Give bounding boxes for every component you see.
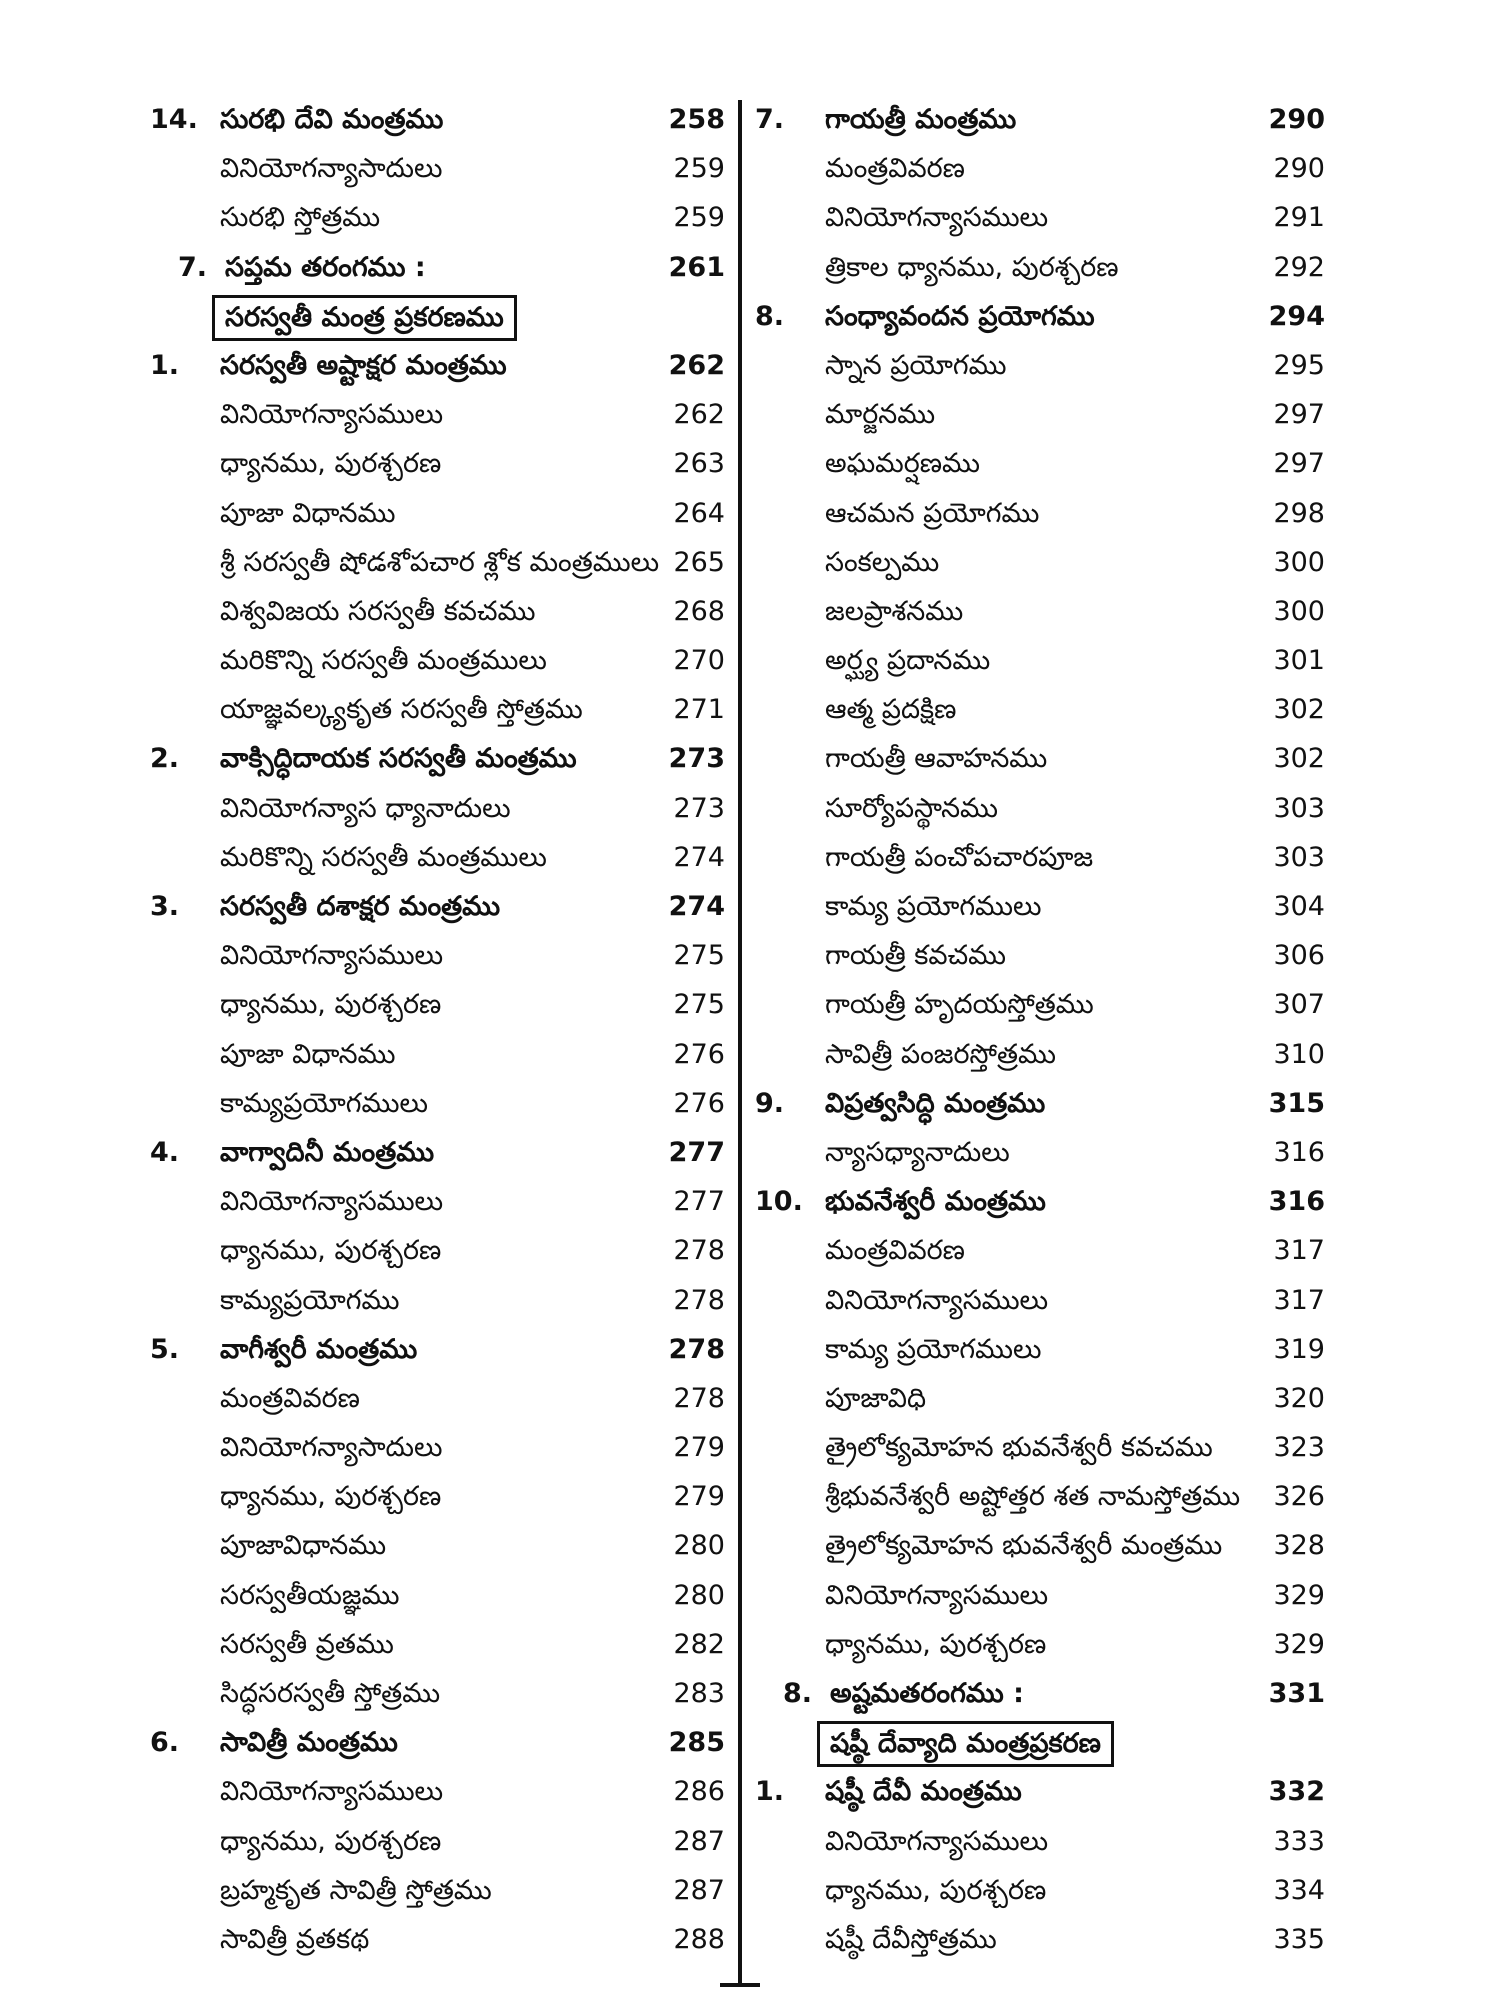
toc-entry-row [150,1423,725,1472]
entry-title: సరస్వతీ అష్టాక్షర మంత్రము [220,349,507,381]
page-number: 286 [673,1776,725,1808]
entry-number: 4. [150,1136,180,1168]
entry-number: 10. [755,1186,803,1218]
major-entry-row [150,734,725,783]
entry-title: గాయత్రీ పంచోపచారపూజ [825,841,1094,873]
entry-title: సప్తమ తరంగము : [225,251,426,283]
toc-entry-row [150,980,725,1029]
page-number: 277 [673,1186,725,1218]
entry-title: వినియోగన్యాసములు [825,202,1049,234]
page-number: 297 [1273,448,1325,480]
right-column [755,95,1325,1964]
toc-entry-row [755,1226,1325,1275]
page-number: 301 [1273,645,1325,677]
entry-title: షష్ఠీ దేవీస్తోత్రము [825,1923,997,1955]
entry-title: ఆత్మ ప్రదక్షిణ [825,694,957,726]
page-number: 287 [673,1874,725,1906]
page-number: 319 [1273,1333,1325,1365]
page-number: 295 [1273,349,1325,381]
entry-title: కామ్య ప్రయోగములు [825,1333,1042,1365]
page-number: 306 [1273,940,1325,972]
page-number: 275 [673,989,725,1021]
toc-entry-row [150,587,725,636]
toc-entry-row [755,1030,1325,1079]
entry-title: వినియోగన్యాసాదులు [220,1432,443,1464]
toc-entry-row [150,1079,725,1128]
entry-title: వినియోగన్యాసములు [825,1284,1049,1316]
entry-title: ధ్యానము, పురశ్చరణ [220,989,442,1021]
page-number: 273 [668,743,725,775]
entry-title: విశ్వవిజయ సరస్వతీ కవచము [220,595,536,627]
entry-title: సరస్వతీ వ్రతము [220,1628,394,1660]
toc-entry-row [755,1128,1325,1177]
toc-entry-row [150,489,725,538]
entry-title: సంధ్యావందన ప్రయోగము [825,300,1095,332]
page-number: 332 [1268,1776,1325,1808]
page-number: 292 [1273,251,1325,283]
entry-title: కామ్యప్రయోగము [220,1284,400,1316]
page-number: 323 [1273,1432,1325,1464]
entry-title: ఆచమన ప్రయోగము [825,497,1040,529]
page-number: 259 [673,153,725,185]
entry-title: వినియోగన్యాసములు [220,399,444,431]
entry-title: అష్టమతరంగము : [830,1678,1024,1709]
chapter-row [755,1669,1325,1718]
entry-title: కామ్యప్రయోగములు [220,1087,428,1119]
page-number: 329 [1273,1579,1325,1611]
toc-entry-row [150,1374,725,1423]
page-number: 300 [1273,595,1325,627]
page-number: 280 [673,1530,725,1562]
toc-entry-row [150,685,725,734]
page-number: 331 [1268,1678,1325,1709]
entry-title: వినియోగన్యాసములు [825,1825,1049,1857]
toc-entry-row [150,833,725,882]
toc-entry-row [755,734,1325,783]
toc-entry-row [755,1374,1325,1423]
entry-number: 9. [755,1087,785,1119]
page-number: 276 [673,1038,725,1070]
major-entry-row [150,882,725,931]
page-number: 328 [1273,1530,1325,1562]
major-entry-row [755,292,1325,341]
page-number: 302 [1273,743,1325,775]
entry-title: ధ్యానము, పురశ్చరణ [220,1481,442,1513]
page-number: 278 [673,1382,725,1414]
entry-title: ధ్యానము, పురశ్చరణ [220,1235,442,1267]
entry-title: షష్ఠీ దేవీ మంత్రము [825,1776,1022,1808]
toc-entry-row [755,833,1325,882]
toc-entry-row [755,538,1325,587]
toc-entry-row [150,636,725,685]
entry-title: మంత్రవివరణ [825,1235,965,1267]
entry-number: 1. [150,349,180,381]
toc-entry-row [755,1817,1325,1866]
page-number: 278 [673,1235,725,1267]
toc-entry-row [755,390,1325,439]
entry-title: వినియోగన్యాస ధ్యానాదులు [220,792,511,824]
entry-title: మరికొన్ని సరస్వతీ మంత్రములు [220,841,547,873]
entry-title: వాగ్వాదినీ మంత్రము [220,1136,435,1168]
page-number: 315 [1268,1087,1325,1119]
entry-title: పూజా విధానము [220,497,396,529]
entry-title: జలప్రాశనము [825,595,964,627]
entry-title: పూజావిధానము [220,1530,387,1562]
page-number: 283 [673,1678,725,1709]
page-number: 274 [668,891,725,922]
toc-entry-row [755,685,1325,734]
entry-title: విప్రత్వసిద్ధి మంత్రము [825,1087,1046,1119]
page-number: 274 [673,841,725,873]
entry-title: భువనేశ్వరీ మంత్రము [825,1186,1046,1218]
entry-title: సరస్వతీ దశాక్షర మంత్రము [220,891,501,922]
entry-title: త్రైలోక్యమోహన భువనేశ్వరీ కవచము [825,1432,1213,1464]
page-number: 278 [673,1284,725,1316]
page-number: 279 [673,1432,725,1464]
toc-entry-row [150,439,725,488]
page-number: 326 [1273,1481,1325,1513]
entry-number: 6. [150,1727,180,1759]
toc-entry-row [150,390,725,439]
entry-number: 1. [755,1776,785,1808]
entry-title: వినియోగన్యాసములు [220,1186,444,1218]
entry-number: 5. [150,1333,180,1365]
toc-entry-row [150,538,725,587]
toc-entry-row [150,1030,725,1079]
entry-title: సురభి స్తోత్రము [220,202,381,234]
entry-title: ధ్యానము, పురశ్చరణ [825,1628,1047,1660]
toc-entry-row [150,1915,725,1964]
entry-title: సురభి దేవి మంత్రము [220,104,444,135]
page-number: 261 [668,251,725,283]
page-number: 287 [673,1825,725,1857]
page-number: 290 [1273,153,1325,185]
page-number: 285 [668,1727,725,1759]
entry-title: మంత్రవివరణ [220,1382,360,1414]
toc-entry-row [755,1571,1325,1620]
entry-title: వాక్సిద్ధిదాయక సరస్వతీ మంత్రము [220,743,577,775]
entry-title: వినియోగన్యాసములు [220,940,444,972]
page-number: 265 [673,546,725,578]
page-number: 303 [1273,792,1325,824]
entry-title: సావిత్రీ వ్రతకథ [220,1923,370,1955]
toc-entry-row [150,1472,725,1521]
page-number: 271 [673,694,725,726]
entry-title: గాయత్రీ కవచము [825,940,1007,972]
entry-title: బ్రహ్మకృత సావిత్రీ స్తోత్రము [220,1874,492,1906]
major-entry-row [150,1128,725,1177]
entry-title: శ్రీ సరస్వతీ షోడశోపచార శ్లోక మంత్రములు [220,546,660,578]
entry-title: వినియోగన్యాసములు [220,1776,444,1808]
page-number: 294 [1268,300,1325,332]
toc-entry-row [150,1226,725,1275]
toc-entry-row [755,784,1325,833]
page-number: 297 [1273,399,1325,431]
major-entry-row [755,1767,1325,1816]
major-entry-row [150,341,725,390]
entry-title: వినియోగన్యాసములు [825,1579,1049,1611]
entry-number: 3. [150,891,180,922]
page-number: 275 [673,940,725,972]
page-number: 329 [1273,1628,1325,1660]
entry-title: పూజావిధి [825,1382,927,1414]
toc-entry-row [150,784,725,833]
entry-title: సూర్యోపస్థానము [825,792,998,824]
page-number: 262 [668,349,725,381]
page-number: 277 [668,1136,725,1168]
toc-entry-row [755,931,1325,980]
entry-title: పూజా విధానము [220,1038,396,1070]
entry-title: వాగీశ్వరీ మంత్రము [220,1333,418,1365]
chapter-row [150,243,725,292]
entry-number: 7. [178,251,208,283]
page-number: 279 [673,1481,725,1513]
toc-entry-row [150,931,725,980]
page-number: 304 [1273,891,1325,922]
major-entry-row [150,1718,725,1767]
page-number: 268 [673,595,725,627]
entry-title: అఘమర్షణము [825,448,980,480]
toc-entry-row [755,882,1325,931]
toc-entry-row [150,1521,725,1570]
page-number: 259 [673,202,725,234]
entry-title: సిద్ధసరస్వతీ స్తోత్రము [220,1678,441,1709]
left-column [150,95,725,1964]
toc-entry-row [755,1472,1325,1521]
major-entry-row [150,1325,725,1374]
toc-entry-row [755,1866,1325,1915]
page-number: 290 [1268,104,1325,135]
entry-title: మంత్రవివరణ [825,153,965,185]
entry-title: సంకల్పము [825,546,940,578]
page-number: 276 [673,1087,725,1119]
entry-title: ధ్యానము, పురశ్చరణ [220,1825,442,1857]
toc-entry-row [150,1571,725,1620]
page-number: 316 [1273,1136,1325,1168]
major-entry-row [755,1079,1325,1128]
toc-entry-row [150,1177,725,1226]
entry-title: గాయత్రీ హృదయస్తోత్రము [825,989,1094,1021]
page-number: 303 [1273,841,1325,873]
page-number: 273 [673,792,725,824]
section-heading-box [755,1718,1325,1767]
entry-number: 8. [755,300,785,332]
toc-entry-row [755,439,1325,488]
toc-entry-row [755,341,1325,390]
column-divider [738,100,742,1985]
page-number: 333 [1273,1825,1325,1857]
page-number: 317 [1273,1235,1325,1267]
page-number: 300 [1273,546,1325,578]
page-number: 258 [668,104,725,135]
page-number: 298 [1273,497,1325,529]
toc-entry-row [755,489,1325,538]
toc-entry-row [150,1276,725,1325]
major-entry-row [755,1177,1325,1226]
entry-number: 7. [755,104,785,135]
toc-entry-row [755,1325,1325,1374]
toc-entry-row [755,193,1325,242]
page-number: 263 [673,448,725,480]
entry-title: గాయత్రీ మంత్రము [825,104,1017,135]
entry-title: ధ్యానము, పురశ్చరణ [825,1874,1047,1906]
entry-title: సరస్వతీయజ్ఞము [220,1579,400,1611]
toc-entry-row [755,1915,1325,1964]
page-number: 282 [673,1628,725,1660]
page-number: 302 [1273,694,1325,726]
entry-title: గాయత్రీ ఆవాహనము [825,743,1048,775]
entry-number: 14. [150,104,198,135]
page-number: 334 [1273,1874,1325,1906]
toc-entry-row [150,1669,725,1718]
toc-entry-row [755,1620,1325,1669]
page-number: 291 [1273,202,1325,234]
entry-number: 8. [783,1678,813,1709]
page-number: 280 [673,1579,725,1611]
toc-entry-row [150,144,725,193]
entry-title: షష్ఠీ దేవ్యాది మంత్రప్రకరణ [817,1721,1114,1767]
page-number: 320 [1273,1382,1325,1414]
section-heading-box [150,292,725,341]
toc-entry-row [755,1423,1325,1472]
entry-title: యాజ్ఞవల్క్యకృత సరస్వతీ స్తోత్రము [220,694,583,726]
entry-title: శ్రీభువనేశ్వరీ అష్టోత్తర శత నామస్తోత్రము [825,1481,1241,1513]
entry-title: త్రైలోక్యమోహన భువనేశ్వరీ మంత్రము [825,1530,1223,1562]
entry-title: సావిత్రీ పంజరస్తోత్రము [825,1038,1056,1070]
entry-title: ధ్యానము, పురశ్చరణ [220,448,442,480]
entry-title: సావిత్రీ మంత్రము [220,1727,398,1759]
toc-entry-row [150,1817,725,1866]
entry-title: స్నాన ప్రయోగము [825,349,1007,381]
major-entry-row [755,95,1325,144]
entry-number: 2. [150,743,180,775]
page-number: 264 [673,497,725,529]
entry-title: అర్ఘ్య ప్రదానము [825,645,991,677]
toc-entry-row [150,1866,725,1915]
major-entry-row [150,95,725,144]
toc-entry-row [755,243,1325,292]
page-number: 317 [1273,1284,1325,1316]
page-number: 316 [1268,1186,1325,1218]
entry-title: సరస్వతీ మంత్ర ప్రకరణము [212,295,517,341]
entry-title: వినియోగన్యాసాదులు [220,153,443,185]
toc-entry-row [150,193,725,242]
entry-title: కామ్య ప్రయోగములు [825,891,1042,922]
page-number: 335 [1273,1923,1325,1955]
entry-title: మార్జనము [825,399,936,431]
column-divider-foot [720,1983,760,1987]
page-number: 278 [668,1333,725,1365]
entry-title: మరికొన్ని సరస్వతీ మంత్రములు [220,645,547,677]
page-number: 310 [1273,1038,1325,1070]
toc-entry-row [755,636,1325,685]
page-number: 307 [1273,989,1325,1021]
entry-title: న్యాసధ్యానాదులు [825,1136,1010,1168]
toc-entry-row [755,1521,1325,1570]
page-number: 270 [673,645,725,677]
toc-entry-row [755,144,1325,193]
toc-entry-row [755,980,1325,1029]
toc-entry-row [150,1620,725,1669]
page-number: 288 [673,1923,725,1955]
toc-entry-row [150,1767,725,1816]
entry-title: త్రికాల ధ్యానము, పురశ్చరణ [825,251,1119,283]
page-number: 262 [673,399,725,431]
toc-entry-row [755,1276,1325,1325]
toc-entry-row [755,587,1325,636]
